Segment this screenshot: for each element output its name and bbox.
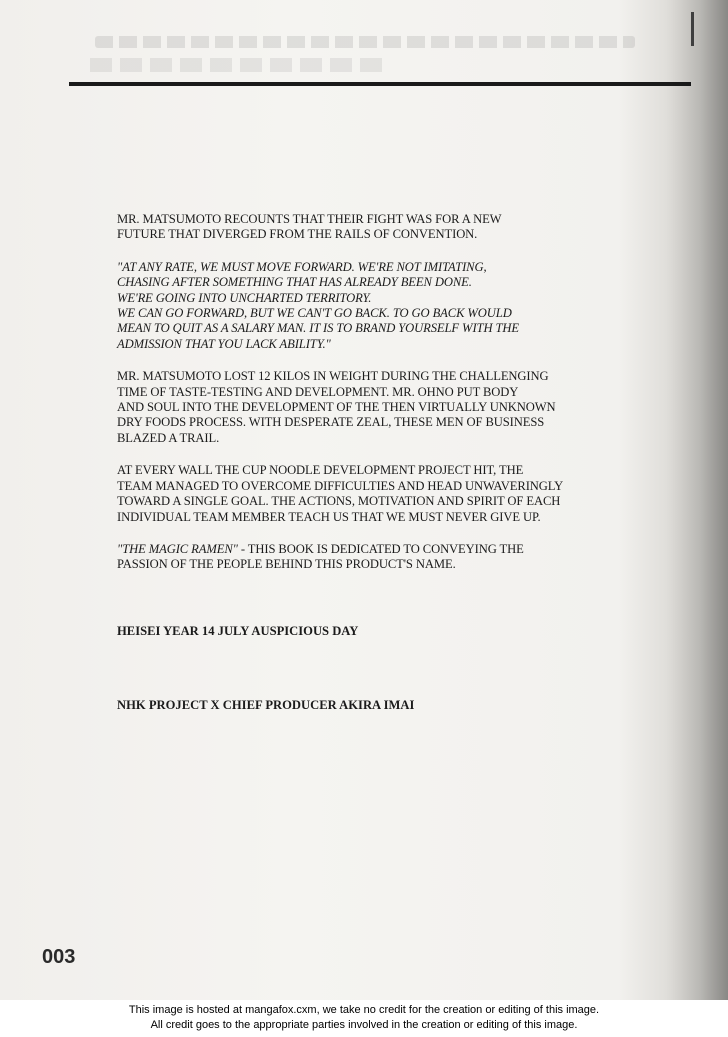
date-line: HEISEI YEAR 14 JULY AUSPICIOUS DAY (117, 624, 359, 638)
producer-credit: NHK PROJECT X CHIEF PRODUCER AKIRA IMAI (117, 698, 415, 712)
spine-shadow (666, 0, 728, 1000)
paragraph: AT EVERY WALL THE CUP NOODLE DEVELOPMENT PROJECT HIT, THE TEAM MANAGED TO OVERCOME DIFFICULTIES AND HEAD UNWAVERINGLY TOWARD A SINGLE GOAL. THE ACTIONS, MOTIVATION AND SPIRIT OF EACH INDIVIDUAL TEAM MEMBER TEACH US THAT WE MUST NEVER GIVE UP. (117, 463, 564, 524)
body-text (117, 212, 617, 590)
book-title: "THE MAGIC RAMEN" (117, 541, 238, 556)
paragraph: MR. MATSUMOTO RECOUNTS THAT THEIR FIGHT WAS FOR A NEW FUTURE THAT DIVERGED FROM THE RAILS OF CONVENTION. (117, 212, 502, 242)
hosting-notice (0, 1003, 728, 1033)
paragraph: MR. MATSUMOTO LOST 12 KILOS IN WEIGHT DURING THE CHALLENGING TIME OF TASTE-TESTING AND DEVELOPMENT. MR. OHNO PUT BODY AND SOUL INTO THE DEVELOPMENT OF THE THEN VIRTUALLY UNKNOWN DRY FOODS PROCESS. WITH DESPERATE ZEAL, THESE MEN OF BUSINESS BLAZED A TRAIL. (117, 369, 556, 445)
hosting-notice-line: This image is hosted at mangafox.cxm, we take no credit for the creation or editing of this image. (128, 1004, 600, 1016)
header-rule (69, 82, 691, 86)
quote-paragraph: "AT ANY RATE, WE MUST MOVE FORWARD. WE'RE NOT IMITATING, CHASING AFTER SOMETHING THAT HAS ALREADY BEEN DONE. WE'RE GOING INTO UNCHARTED TERRITORY. WE CAN GO FORWARD, BUT WE CAN'T GO BACK. TO GO BACK WOULD MEAN TO QUIT AS A SALARY MAN. IT IS TO BRAND YOURSELF WITH THE ADMISSION THAT YOU LACK ABILITY." (117, 259, 519, 351)
dedication-paragraph (117, 542, 617, 573)
hosting-notice-line: All credit goes to the appropriate parties involved in the creation or editing of this image. (150, 1019, 578, 1031)
bleed-through-text (95, 36, 635, 48)
bleed-through-text (90, 58, 390, 72)
page-number: 003 (42, 946, 76, 968)
dedication-text: - THIS BOOK IS DEDICATED TO CONVEYING THE PASSION OF THE PEOPLE BEHIND THIS PRODUCT'S NAME. (117, 541, 524, 572)
